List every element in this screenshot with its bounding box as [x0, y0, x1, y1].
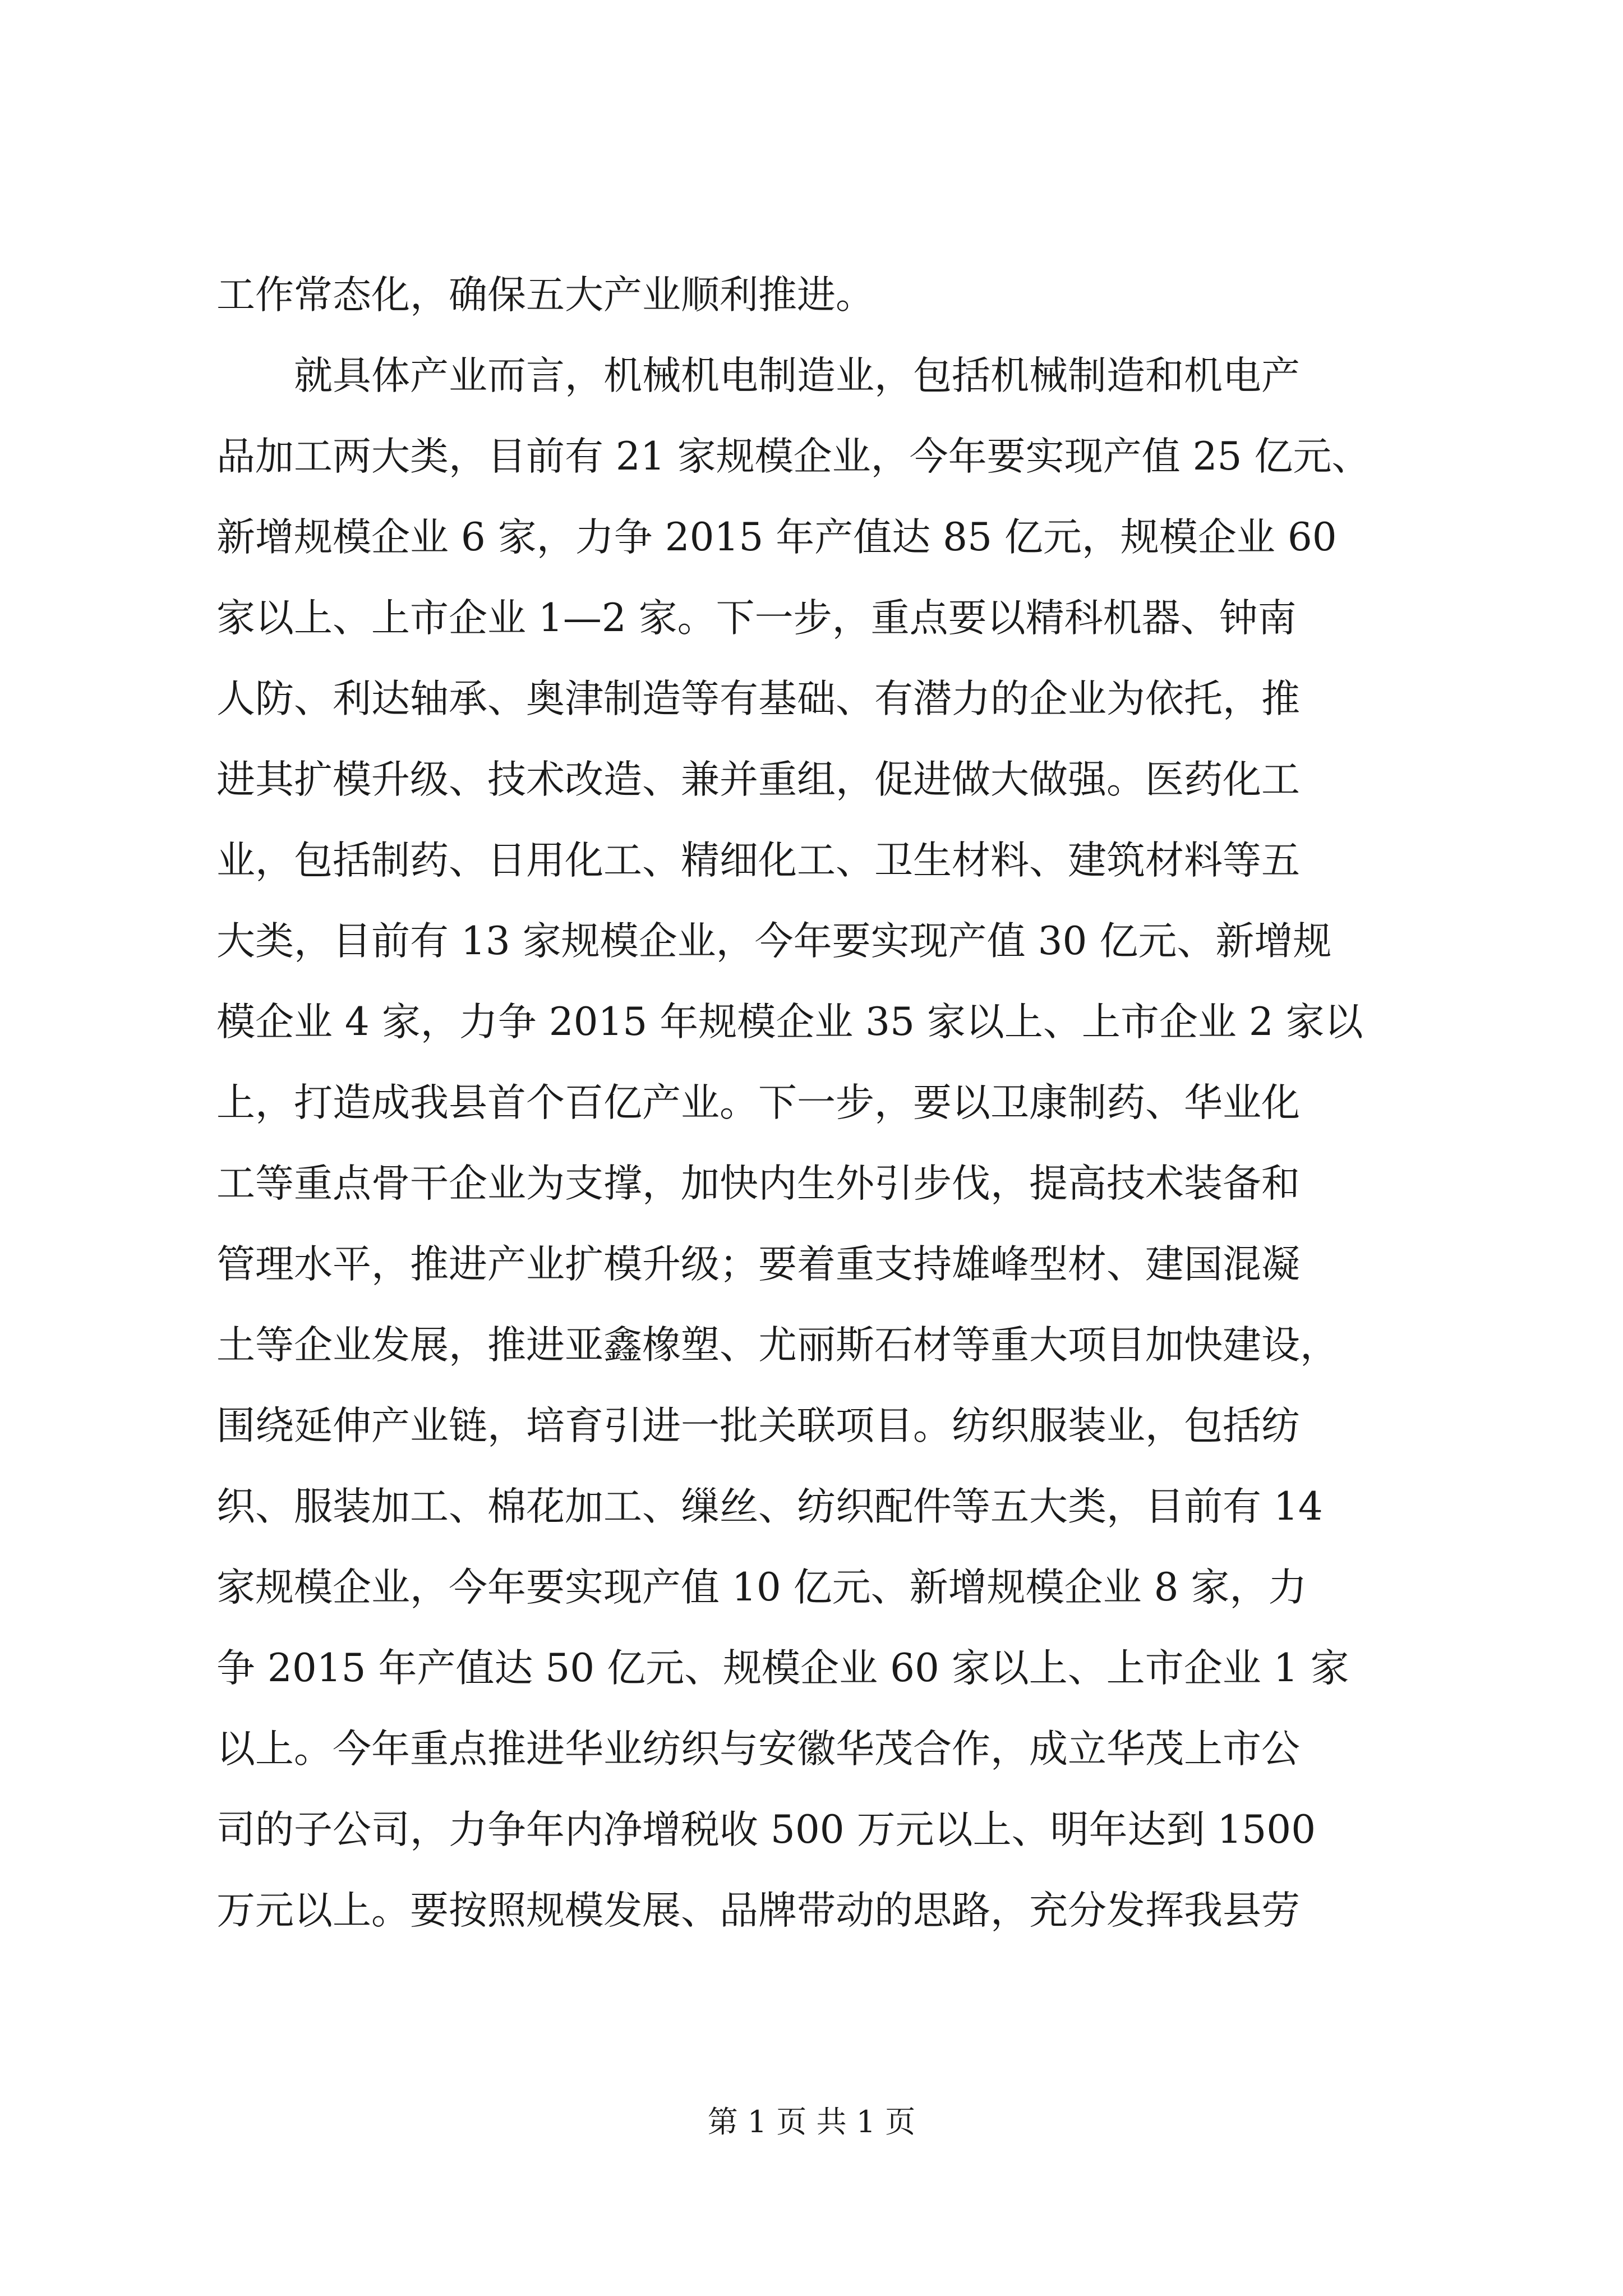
- text-line: 大类，目前有 13 家规模企业，今年要实现产值 30 亿元、新增规: [216, 919, 1332, 964]
- text-line: 织、服装加工、棉花加工、缫丝、纺织配件等五大类，目前有 14: [216, 1484, 1323, 1529]
- text-line: 就具体产业而言，机械机电制造业，包括机械制造和机电产: [294, 353, 1300, 398]
- text-line: 人防、利达轴承、奥津制造等有基础、有潜力的企业为依托，推: [216, 677, 1300, 721]
- text-line: 新增规模企业 6 家，力争 2015 年产值达 85 亿元，规模企业 60: [216, 515, 1337, 560]
- text-line: 上，打造成我县首个百亿产业。下一步，要以卫康制药、华业化: [216, 1080, 1300, 1125]
- text-line: 司的子公司，力争年内净增税收 500 万元以上、明年达到 1500: [216, 1807, 1316, 1852]
- text-line: 工等重点骨干企业为支撑，加快内生外引步伐，提高技术装备和: [216, 1161, 1300, 1206]
- text-line: 围绕延伸产业链，培育引进一批关联项目。纺织服装业，包括纺: [216, 1404, 1300, 1448]
- page-number-footer: 第 1 页 共 1 页: [707, 2104, 916, 2139]
- text-line: 家规模企业，今年要实现产值 10 亿元、新增规模企业 8 家，力: [216, 1565, 1307, 1610]
- text-line: 模企业 4 家，力争 2015 年规模企业 35 家以上、上市企业 2 家以: [216, 1000, 1363, 1045]
- text-line: 品加工两大类，目前有 21 家规模企业，今年要实现产值 25 亿元、: [216, 434, 1371, 479]
- text-line: 管理水平，推进产业扩模升级；要着重支持雄峰型材、建国混凝: [216, 1242, 1300, 1287]
- text-line: 万元以上。要按照规模发展、品牌带动的思路，充分发挥我县劳: [216, 1888, 1300, 1933]
- text-line: 争 2015 年产值达 50 亿元、规模企业 60 家以上、上市企业 1 家: [216, 1646, 1349, 1691]
- text-line: 业，包括制药、日用化工、精细化工、卫生材料、建筑材料等五: [216, 838, 1300, 883]
- text-line: 工作常态化，确保五大产业顺利推进。: [216, 273, 874, 318]
- text-line: 以上。今年重点推进华业纺织与安徽华茂合作，成立华茂上市公: [216, 1727, 1300, 1772]
- text-line: 土等企业发展，推进亚鑫橡塑、尤丽斯石材等重大项目加快建设，: [216, 1323, 1339, 1368]
- text-line: 家以上、上市企业 1—2 家。下一步，重点要以精科机器、钟南: [216, 596, 1297, 641]
- text-line: 进其扩模升级、技术改造、兼并重组，促进做大做强。医药化工: [216, 757, 1300, 802]
